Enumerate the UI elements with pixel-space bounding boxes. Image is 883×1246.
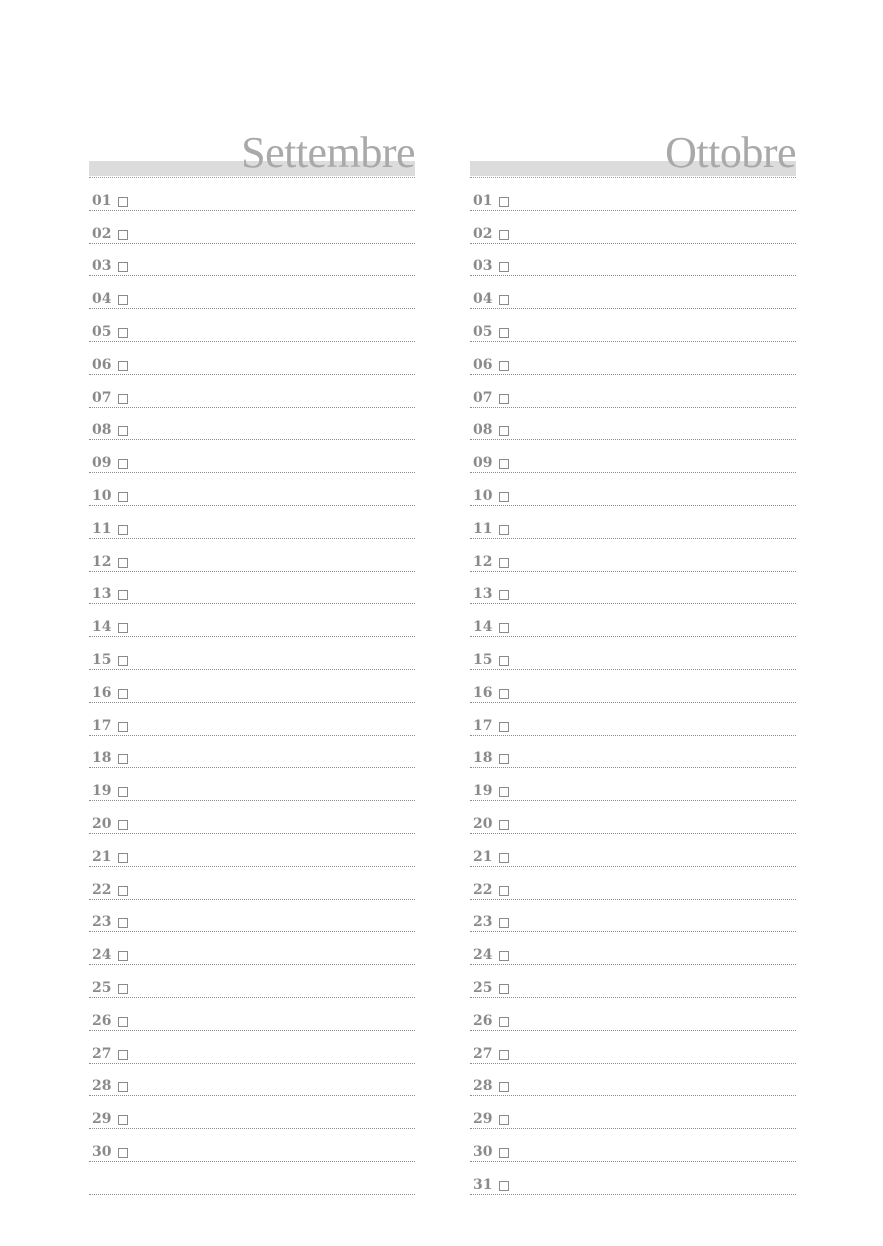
day-row (89, 1129, 415, 1162)
day-checkbox[interactable] (499, 1148, 509, 1158)
day-row (470, 375, 796, 408)
day-number: 25 (473, 979, 493, 996)
day-number: 20 (92, 815, 112, 832)
day-row (89, 1096, 415, 1129)
day-row (470, 539, 796, 572)
day-number: 27 (473, 1045, 493, 1062)
day-number: 05 (473, 323, 493, 340)
day-checkbox[interactable] (499, 951, 509, 961)
day-checkbox[interactable] (499, 1050, 509, 1060)
day-checkbox[interactable] (499, 918, 509, 928)
day-row (89, 965, 415, 998)
day-number: 07 (473, 389, 493, 406)
day-checkbox[interactable] (118, 492, 128, 502)
day-number: 23 (92, 914, 112, 931)
day-row (470, 440, 796, 473)
day-number: 08 (92, 422, 112, 439)
day-checkbox[interactable] (118, 394, 128, 404)
month-title: Ottobre (665, 128, 796, 177)
day-number: 24 (473, 947, 493, 964)
day-row (89, 670, 415, 703)
day-number: 21 (92, 848, 112, 865)
day-row (89, 1064, 415, 1097)
day-row (89, 932, 415, 965)
day-row (89, 244, 415, 277)
day-number: 04 (473, 291, 493, 308)
day-checkbox[interactable] (499, 459, 509, 469)
day-number: 19 (92, 783, 112, 800)
day-checkbox[interactable] (499, 230, 509, 240)
day-checkbox[interactable] (118, 853, 128, 863)
day-checkbox[interactable] (499, 394, 509, 404)
day-row (89, 637, 415, 670)
day-row (89, 801, 415, 834)
day-checkbox[interactable] (118, 886, 128, 896)
day-checkbox[interactable] (499, 328, 509, 338)
day-checkbox[interactable] (499, 656, 509, 666)
day-list (89, 178, 415, 1195)
day-number: 11 (473, 520, 493, 537)
day-row (89, 572, 415, 605)
day-row (470, 276, 796, 309)
day-row (89, 375, 415, 408)
day-number: 02 (92, 225, 112, 242)
day-row (470, 900, 796, 933)
day-row (89, 539, 415, 572)
day-number: 01 (473, 192, 493, 209)
day-checkbox[interactable] (118, 656, 128, 666)
day-number: 13 (92, 586, 112, 603)
day-number: 13 (473, 586, 493, 603)
day-checkbox[interactable] (118, 722, 128, 732)
day-row (470, 736, 796, 769)
day-number: 23 (473, 914, 493, 931)
day-row (89, 440, 415, 473)
day-checkbox[interactable] (499, 689, 509, 699)
day-row (89, 768, 415, 801)
day-number: 24 (92, 947, 112, 964)
day-number: 30 (473, 1143, 493, 1160)
day-number: 26 (473, 1012, 493, 1029)
day-checkbox[interactable] (499, 1181, 509, 1191)
day-checkbox[interactable] (118, 361, 128, 371)
day-number: 02 (473, 225, 493, 242)
day-row (470, 342, 796, 375)
day-checkbox[interactable] (499, 1115, 509, 1125)
day-row (470, 1129, 796, 1162)
day-checkbox[interactable] (499, 984, 509, 994)
day-checkbox[interactable] (499, 197, 509, 207)
day-number: 16 (473, 684, 493, 701)
day-row (89, 506, 415, 539)
day-row (89, 342, 415, 375)
day-number: 11 (92, 520, 112, 537)
day-checkbox[interactable] (118, 984, 128, 994)
day-list (470, 178, 796, 1195)
day-number: 12 (92, 553, 112, 570)
day-checkbox[interactable] (118, 230, 128, 240)
day-row (89, 408, 415, 441)
day-checkbox[interactable] (118, 525, 128, 535)
day-checkbox[interactable] (118, 328, 128, 338)
day-checkbox[interactable] (499, 492, 509, 502)
day-row (89, 834, 415, 867)
day-number: 30 (92, 1143, 112, 1160)
day-number: 04 (92, 291, 112, 308)
day-checkbox[interactable] (118, 820, 128, 830)
day-number: 05 (92, 323, 112, 340)
day-checkbox[interactable] (499, 1017, 509, 1027)
day-checkbox[interactable] (499, 722, 509, 732)
day-number: 01 (92, 192, 112, 209)
day-number: 09 (473, 455, 493, 472)
day-row (89, 604, 415, 637)
day-row (89, 900, 415, 933)
day-row (89, 998, 415, 1031)
day-number: 14 (473, 619, 493, 636)
day-number: 28 (92, 1078, 112, 1095)
day-checkbox[interactable] (499, 820, 509, 830)
day-row (470, 211, 796, 244)
day-checkbox[interactable] (118, 295, 128, 305)
day-checkbox[interactable] (118, 754, 128, 764)
day-number: 29 (473, 1111, 493, 1128)
day-number: 03 (473, 258, 493, 275)
day-number: 31 (473, 1176, 493, 1193)
day-row (89, 867, 415, 900)
day-number: 14 (92, 619, 112, 636)
day-number: 07 (92, 389, 112, 406)
empty-row (89, 1162, 415, 1195)
day-row (470, 801, 796, 834)
day-checkbox[interactable] (499, 426, 509, 436)
day-number: 17 (473, 717, 493, 734)
day-number: 27 (92, 1045, 112, 1062)
day-checkbox[interactable] (118, 787, 128, 797)
day-checkbox[interactable] (118, 459, 128, 469)
day-checkbox[interactable] (499, 754, 509, 764)
day-row (470, 637, 796, 670)
day-number: 22 (92, 881, 112, 898)
day-row (470, 670, 796, 703)
day-number: 19 (473, 783, 493, 800)
day-checkbox[interactable] (499, 361, 509, 371)
day-row (470, 1064, 796, 1097)
day-checkbox[interactable] (499, 1082, 509, 1092)
day-row (89, 276, 415, 309)
month-column-settembre (89, 128, 415, 1195)
day-number: 18 (473, 750, 493, 767)
day-checkbox[interactable] (499, 262, 509, 272)
month-header (89, 128, 415, 178)
month-column-ottobre (470, 128, 796, 1195)
day-row (470, 408, 796, 441)
day-number: 08 (473, 422, 493, 439)
day-checkbox[interactable] (499, 853, 509, 863)
day-row (89, 1031, 415, 1064)
day-number: 26 (92, 1012, 112, 1029)
day-number: 22 (473, 881, 493, 898)
day-number: 17 (92, 717, 112, 734)
day-number: 25 (92, 979, 112, 996)
day-row (470, 867, 796, 900)
day-checkbox[interactable] (118, 197, 128, 207)
day-checkbox[interactable] (499, 886, 509, 896)
day-row (470, 178, 796, 211)
day-row (470, 1096, 796, 1129)
day-row (470, 309, 796, 342)
day-number: 21 (473, 848, 493, 865)
day-checkbox[interactable] (499, 295, 509, 305)
day-checkbox[interactable] (118, 1050, 128, 1060)
month-header (470, 128, 796, 178)
day-checkbox[interactable] (118, 951, 128, 961)
day-row (89, 211, 415, 244)
day-number: 06 (473, 356, 493, 373)
day-number: 18 (92, 750, 112, 767)
day-number: 06 (92, 356, 112, 373)
day-checkbox[interactable] (118, 623, 128, 633)
day-number: 20 (473, 815, 493, 832)
day-number: 15 (473, 651, 493, 668)
day-row (470, 965, 796, 998)
day-row (89, 309, 415, 342)
day-row (470, 703, 796, 736)
day-row (470, 998, 796, 1031)
day-checkbox[interactable] (118, 689, 128, 699)
day-number: 15 (92, 651, 112, 668)
day-number: 09 (92, 455, 112, 472)
day-row (470, 244, 796, 277)
day-row (89, 703, 415, 736)
day-row (470, 604, 796, 637)
day-checkbox[interactable] (118, 426, 128, 436)
day-checkbox[interactable] (118, 558, 128, 568)
day-checkbox[interactable] (499, 787, 509, 797)
day-row (470, 834, 796, 867)
day-checkbox[interactable] (499, 623, 509, 633)
day-row (470, 1031, 796, 1064)
day-number: 10 (473, 487, 493, 504)
day-row (470, 473, 796, 506)
day-row (470, 506, 796, 539)
day-number: 29 (92, 1111, 112, 1128)
day-row (470, 572, 796, 605)
day-row (470, 1162, 796, 1195)
day-row (89, 178, 415, 211)
day-checkbox[interactable] (118, 262, 128, 272)
day-row (89, 473, 415, 506)
day-checkbox[interactable] (499, 590, 509, 600)
day-checkbox[interactable] (118, 1148, 128, 1158)
day-checkbox[interactable] (118, 590, 128, 600)
day-checkbox[interactable] (499, 558, 509, 568)
month-title: Settembre (241, 128, 415, 177)
day-number: 16 (92, 684, 112, 701)
day-row (470, 768, 796, 801)
day-number: 12 (473, 553, 493, 570)
day-checkbox[interactable] (499, 525, 509, 535)
day-checkbox[interactable] (118, 918, 128, 928)
day-row (470, 932, 796, 965)
day-number: 10 (92, 487, 112, 504)
day-checkbox[interactable] (118, 1082, 128, 1092)
day-row (89, 736, 415, 769)
day-checkbox[interactable] (118, 1115, 128, 1125)
day-checkbox[interactable] (118, 1017, 128, 1027)
day-number: 28 (473, 1078, 493, 1095)
day-number: 03 (92, 258, 112, 275)
